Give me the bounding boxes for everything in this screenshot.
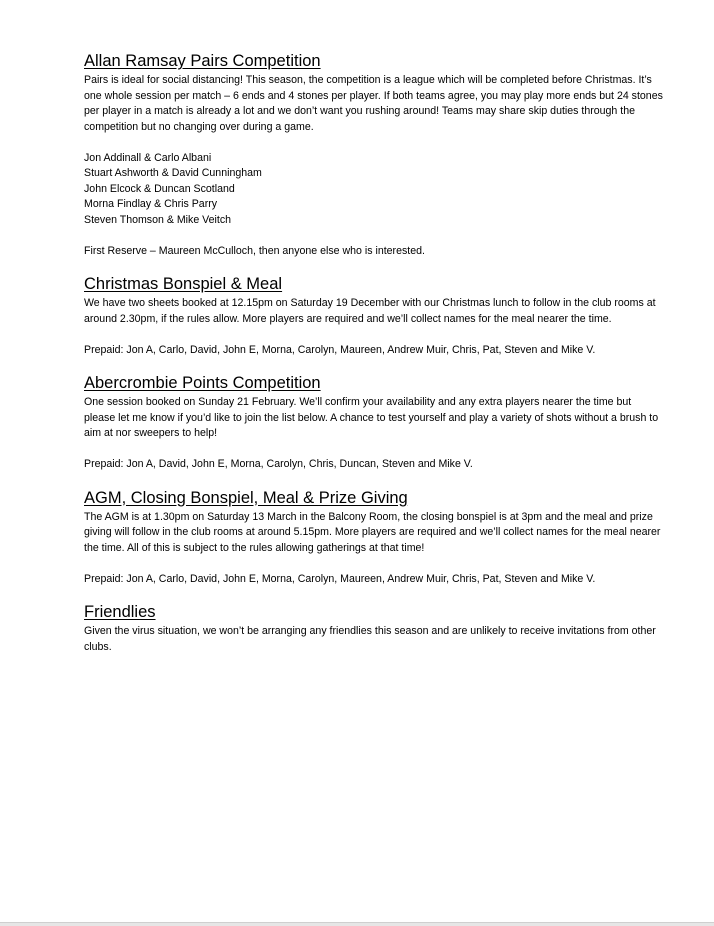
section-paragraph: Given the virus situation, we won’t be arranging any friendlies this season and are unlikely to receive invitations from other clubs. [84, 625, 656, 653]
section-paragraph: The AGM is at 1.30pm on Saturday 13 March in the Balcony Room, the closing bonspiel is at 3pm and the meal and prize giving will follow in the club rooms at around 5.15pm. More players are required and we’ll collect names for the meal nearer the time. All of this is subject to the rules allowing gatherings at that time! [84, 510, 661, 554]
document-content [84, 51, 664, 655]
prepaid-list: Prepaid: Jon A, Carlo, David, John E, Morna, Carolyn, Maureen, Andrew Muir, Chris, Pat, Steven and Mike V. [84, 572, 596, 585]
reserve-note: First Reserve – Maureen McCulloch, then anyone else who is interested. [84, 244, 425, 257]
section-christmas-bonspiel [84, 274, 664, 358]
section-paragraph: We have two sheets booked at 12.15pm on Saturday 19 December with our Christmas lunch to follow in the club rooms at around 2.30pm, if the rules allow. More players are required and we’ll collect names for the meal nearer the time. [84, 297, 656, 325]
section-paragraph: Pairs is ideal for social distancing! This season, the competition is a league which will be completed before Christmas. It’s one whole session per match – 6 ends and 4 stones per player. If both teams agree, you may play more ends but 24 stones per player in a match is already a lot and we don’t want you rushing around! Teams may share skip duties through the competition but no changing over during a game. [84, 74, 663, 133]
section-heading: Friendlies [84, 603, 156, 621]
section-agm-closing-bonspiel [84, 488, 664, 588]
pair-entry: Morna Findlay & Chris Parry [84, 198, 218, 210]
section-abercrombie-points [84, 373, 664, 473]
prepaid-list: Prepaid: Jon A, Carlo, David, John E, Morna, Carolyn, Maureen, Andrew Muir, Chris, Pat, Steven and Mike V. [84, 343, 596, 356]
pairs-list [84, 151, 664, 229]
section-allan-ramsay-pairs [84, 51, 664, 259]
section-heading: AGM, Closing Bonspiel, Meal & Prize Giving [84, 488, 408, 507]
section-paragraph: One session booked on Sunday 21 February. We’ll confirm your availability and any extra players nearer the time but please let me know if you’d like to join the list below. A chance to test yourself and play a variety of shots without a brush to aim at nor sweepers to help! [84, 396, 659, 439]
prepaid-list: Prepaid: Jon A, David, John E, Morna, Carolyn, Chris, Duncan, Steven and Mike V. [84, 458, 473, 470]
pair-entry: Steven Thomson & Mike Veitch [84, 213, 232, 226]
section-heading: Allan Ramsay Pairs Competition [84, 52, 321, 70]
pair-entry: Jon Addinall & Carlo Albani [84, 151, 212, 164]
section-friendlies [84, 602, 664, 655]
section-heading: Christmas Bonspiel & Meal [84, 275, 283, 293]
pair-entry: John Elcock & Duncan Scotland [84, 182, 235, 195]
pair-entry: Stuart Ashworth & David Cunningham [84, 167, 262, 179]
page-bottom-edge [0, 922, 714, 926]
section-heading: Abercrombie Points Competition [84, 374, 321, 392]
